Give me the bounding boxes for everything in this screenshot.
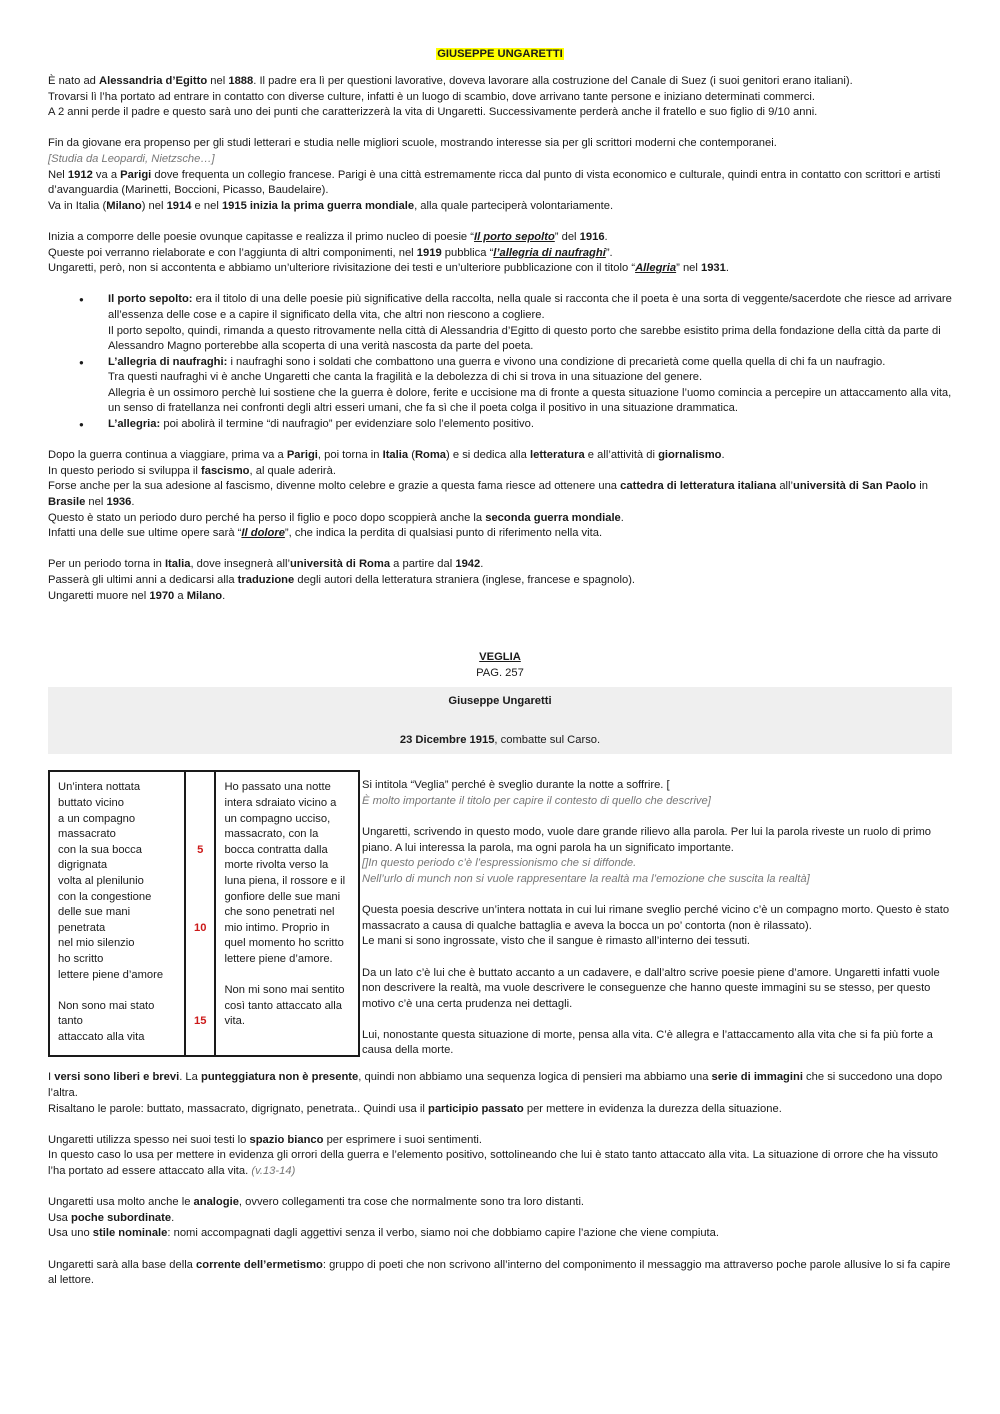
verse-number: [194, 952, 206, 968]
study-note: [Studia da Leopardi, Nietzsche…]: [48, 152, 215, 165]
poem-commentary: Si intitola “Veglia” perché è sveglio durante la notte a soffrire. [ È molto importante il titolo per capire il contesto di quello che descrive] Ungaretti, scrivendo in questo modo, vuole dare grande rilievo alla parola. Per lui la parola riveste un ruolo di primo piano. A lui interessa la parola, ma ogni parola ha un significato importante. []In questo periodo c’è l’espressionismo che si diffonde. Nell’urlo di munch non si vuole rappresentare la realtà ma l’emozione che suscita la realtà] Questa poesia descrive un’intera nottata in cui lui rimane sveglio perché vicino c’è un compagno morto. Questo è stato massacrato a causa di qualche battaglia e aveva la bocca un po’ contorta (non è rilassato). Le mani si sono ingrossate, visto che il sangue è rimasto all’interno dei tessuti. Da un lato c’è lui che è buttato accanto a un cadavere, e dall’altro scrive poesie piene d’amore. Ungaretti infatti vuole non descrivere la realtà, ma vuole descrivere le conseguenze che hanno queste immagini su se stesso, per questo motivo c’è una certa prudenza nei dettagli. Lui, nonostante questa situazione di morte, pensa alla vita. C’è allegra e l’attaccamento alla vita che si fa più forte a causa della morte.: [362, 779, 950, 1057]
poem-verse: con la congestione: [58, 890, 152, 903]
poem-verse: ho scritto: [58, 952, 104, 965]
poem-verse: buttato vicino: [58, 796, 124, 809]
verse-number: [194, 983, 206, 999]
poem-verse: volta al plenilunio: [58, 874, 144, 887]
verse-number: 5: [197, 843, 204, 856]
biography-section-2: Fin da giovane era propenso per gli studi letterari e studia nelle migliori scuole, mostrando interesse sia per gli scrittori moderni che contemporanei. [Studia da Leopardi, Nietzsche…] Nel 1912 va a Parigi dove frequenta un collegio francese. Parigi è una città estremamente ricca dal punto di vista economico e culturale, quindi entra in contatto con scrittori e artisti d’avanguardia (Marinetti, Boccioni, Picasso, Baudelaire). Va in Italia (Milano) nel 1914 e nel 1915 inizia la prima guerra mondiale, alla quale parteciperà volontariamente.: [48, 136, 952, 214]
verse-number: [194, 890, 206, 906]
poem-verse: [58, 983, 176, 999]
poem-verse: digrignata: [58, 859, 108, 872]
poem-verse: massacrato: [58, 828, 116, 841]
verse-number: [194, 874, 206, 890]
poem-verse: a un compagno: [58, 812, 136, 825]
verse-number: [194, 780, 206, 796]
biography-section-5: Per un periodo torna in Italia, dove insegnerà all’università di Roma a partire dal 1942. Passerà gli ultimi anni a dedicarsi alla traduzione degli autori della letteratura straniera (inglese, francese e spagnolo). Ungaretti muore nel 1970 a Milano.: [48, 558, 636, 602]
verse-number: [194, 936, 206, 952]
poem-text: [49, 771, 185, 1056]
page-reference: PAG. 257: [476, 666, 524, 679]
verse-numbers: [185, 771, 215, 1056]
biography-section-4: Dopo la guerra continua a viaggiare, prima va a Parigi, poi torna in Italia (Roma) e si dedica alla letteratura e all’attività di giornalismo. In questo periodo si sviluppa il fascismo, al quale aderirà. Forse anche per la sua adesione al fascismo, divenne molto celebre e grazie a questa fama riesce ad ottenere una cattedra di letteratura italiana all’università di San Paolo in Brasile nel 1936. Questo è stato un periodo duro perché ha perso il figlio e poco dopo scoppierà anche la seconda guerra mondiale. Infatti una delle sue ultime opere sarà “Il dolore”, che indica la perdita di qualsiasi punto di riferimento nella vita.: [48, 449, 928, 540]
collections-list: [48, 292, 952, 432]
verse-number: [194, 905, 206, 921]
poem-verse: Non sono mai stato: [58, 999, 155, 1012]
verse-number: 10: [194, 921, 207, 934]
verse-number: [194, 812, 206, 828]
analysis-section: I versi sono liberi e brevi. La punteggiatura non è presente, quindi non abbiamo una sequenza logica di pensieri ma abbiamo una serie di immagini che si succedono una dopo l’altra. Risaltano le parole: buttato, massacrato, digrignato, penetrata.. Quindi usa il participio passato per mettere in evidenza la durezza della situazione. Ungaretti utilizza spesso nei suoi testi lo spazio bianco per esprimere i suoi sentimenti. In questo caso lo usa per mettere in evidenza gli orrori della guerra e l’elemento positivo, sottolineando che lui è stato tanto attaccato alla vita. La situazione di orrore che ha vissuto l’ha portato ad essere attaccato alla vita. (v.13-14) Ungaretti usa molto anche le analogie, ovvero collegamenti tra cose che normalmente sono tra loro distanti. Usa poche subordinate. Usa uno stile nominale: nomi accompagnati dagli aggettivi senza il verbo, siamo noi che dobbiamo capire l’azione che viene compiuta. Ungaretti sarà alla base della corrente dell’ermetismo: gruppo di poeti che non scrivono all’interno del componimento il messaggio ma attraverso poche parole allusive lo si fa capire al lettore.: [48, 1071, 951, 1287]
poem-verse: Un’intera nottata: [58, 781, 141, 794]
verse-number: [194, 968, 206, 984]
verse-number: [194, 858, 206, 874]
poem-table: [48, 770, 360, 1057]
verse-number: 15: [194, 1015, 207, 1028]
poem-title: VEGLIA: [479, 651, 521, 664]
document-page: [48, 44, 952, 1289]
poem-verse: lettere piene d’amore: [58, 968, 164, 981]
verse-number: [194, 999, 206, 1015]
poem-verse: attaccato alla vita: [58, 1030, 145, 1043]
poem-paraphrase: Ho passato una notte intera sdraiato vicino a un compagno ucciso, massacrato, con la bocca contratta dalla morte rivolta verso la luna piena, il rossore e il gonfiore delle sue mani che sono penetrati nel mio intimo. Proprio in quel momento ho scritto lettere piene d’amore. Non mi sono mai sentito così tanto attaccato alla vita.: [215, 771, 359, 1056]
poem-verse: tanto: [58, 1015, 83, 1028]
poem-date: 23 Dicembre 1915, combatte sul Carso.: [399, 734, 601, 747]
poem-verse: nel mio silenzio: [58, 937, 135, 950]
list-item: ● L’allegria di naufraghi: i naufraghi sono i soldati che combattono una guerra e vivono una condizione di precarietà come quella quella di chi fa un naufragio. Tra questi naufraghi vi è anche Ungaretti che canta la fragilità e la debolezza di chi si trova in una situazione del genere. Allegria è un ossimoro perchè lui sostiene che la guerra è dolore, ferite e uccisione ma di fronte a questa situazione l’uomo comincia a percepire un attaccamento alla vita, un senso di fratellanza nei confronti degli altri esseri umani, che fa sì che il poeta colga il positivo in una situazione drammatica.: [48, 355, 952, 417]
poem-verse: delle sue mani: [58, 906, 131, 919]
list-item: ● Il porto sepolto: era il titolo di una delle poesie più significative della raccolta, nella quale si racconta che il poeta è una sorta di veggente/sacerdote che riesce ad arrivare all’essenza delle cose e a capire il significato della vita, che altri non riescono a cogliere. Il porto sepolto, quindi, rimanda a questo ritrovamente nella città di Alessandria d’Egitto di questo porto che sarebbe esistito prima della fondazione della città da parte di Alessandro Magno porterebbe alla scoperta di una verità nascosta da parte del poeta.: [48, 292, 952, 354]
poem-verse: con la sua bocca: [58, 843, 142, 856]
poem-row: [48, 770, 952, 1070]
list-item: ● L’allegria: poi abolirà il termine “di naufragio” per evidenziare solo l’elemento positivo.: [48, 417, 952, 433]
biography-section-1: È nato ad Alessandria d’Egitto nel 1888. Il padre era lì per questioni lavorative, doveva lavorare alla costruzione del Canale di Suez (i suoi genitori erano italiani). Trovarsi lì l’ha portato ad entrare in contatto con diverse culture, infatti è un luogo di scambio, dove arrivano tante persone e iniziano determinati commerci. A 2 anni perde il padre e questo sarà uno dei punti che caratterizzerà la vita di Ungaretti. Successivamente perderà anche il fratello e suo figlio di 9/10 anni.: [48, 75, 853, 119]
biography-section-3: Inizia a comporre delle poesie ovunque capitasse e realizza il primo nucleo di poesie “Il porto sepolto” del 1916. Queste poi verranno rielaborate e con l’aggiunta di altri componimenti, nel 1919 pubblica “l’allegria di naufraghi”. Ungaretti, però, non si accontenta e abbiamo un’ulteriore rivisitazione dei testi e un’ulteriore pubblicazione con il titolo “Allegria” nel 1931.: [48, 230, 729, 275]
page-title: GIUSEPPE UNGARETTI: [437, 48, 563, 60]
verse-number: [194, 1030, 206, 1046]
poem-verse: penetrata: [58, 921, 106, 934]
poem-author: Giuseppe Ungaretti: [448, 695, 552, 708]
verse-number: [194, 827, 206, 843]
poem-header-box: [48, 687, 952, 754]
verse-number: [194, 796, 206, 812]
